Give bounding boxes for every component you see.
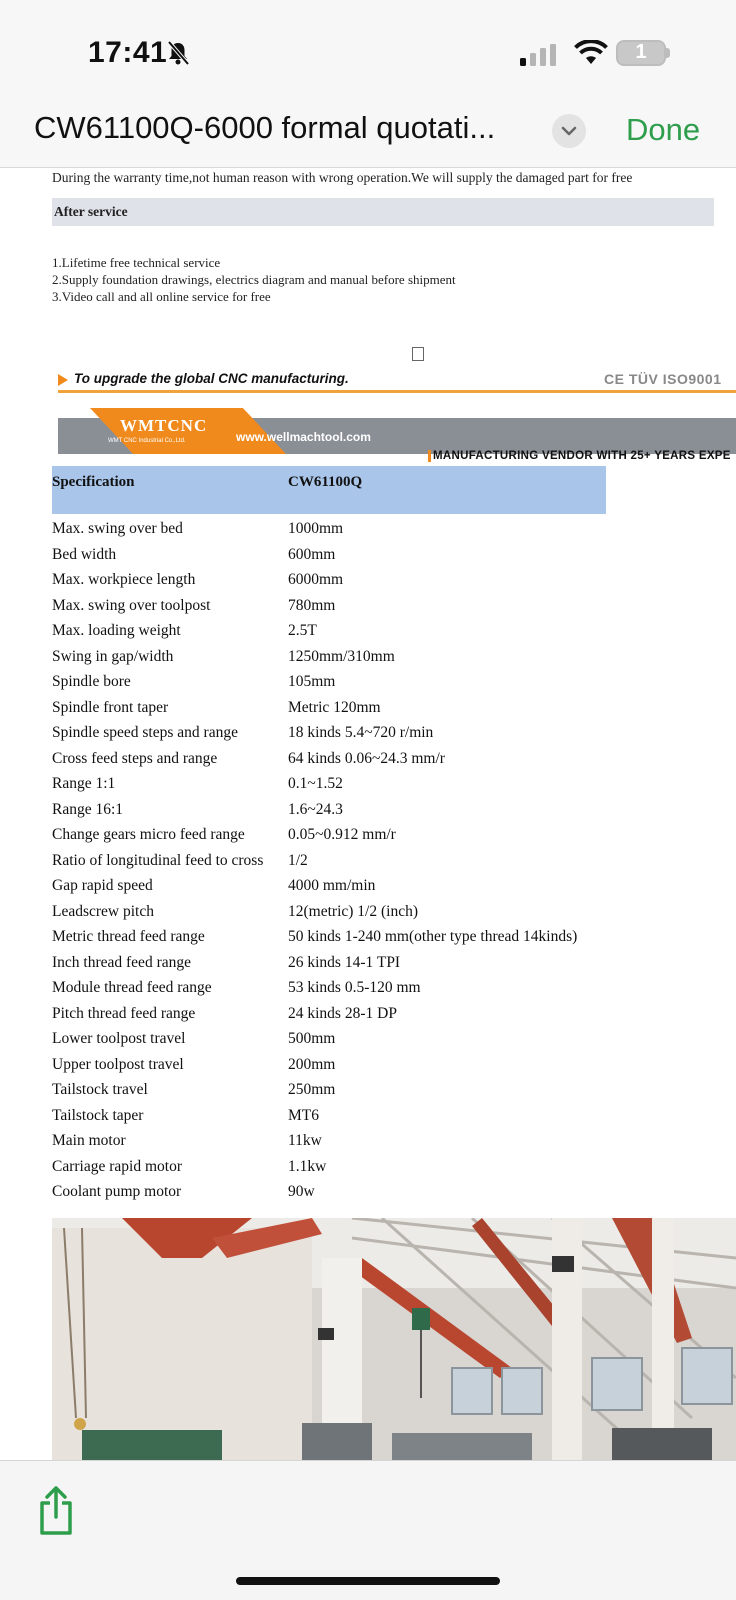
spec-name: Max. loading weight xyxy=(52,622,181,639)
spec-name: Main motor xyxy=(52,1132,126,1149)
table-row xyxy=(52,850,736,876)
table-row xyxy=(52,1028,736,1054)
chevron-down-icon xyxy=(561,125,577,137)
spec-name: Cross feed steps and range xyxy=(52,749,218,767)
cellular-signal-icon xyxy=(520,44,556,66)
spec-value: Metric 120mm xyxy=(288,698,381,716)
spec-value: 600mm xyxy=(288,545,336,563)
table-row xyxy=(52,824,736,850)
status-time: 17:41 xyxy=(88,36,168,69)
company-website: www.wellmachtool.com xyxy=(236,430,371,444)
spec-value: 2.5T xyxy=(288,622,317,639)
document-title[interactable]: CW61100Q-6000 formal quotati... xyxy=(34,110,496,145)
spec-value: 12(metric) 1/2 (inch) xyxy=(288,902,418,920)
spec-value: 90w xyxy=(288,1183,315,1200)
table-row xyxy=(52,875,736,901)
table-row xyxy=(52,748,736,774)
spec-value: 200mm xyxy=(288,1055,336,1073)
spec-name: Max. swing over toolpost xyxy=(52,596,211,614)
vendor-tagline xyxy=(426,450,731,462)
spec-value: 780mm xyxy=(288,596,336,614)
spec-name: Ratio of longitudinal feed to cross xyxy=(52,851,264,869)
spec-value: 64 kinds 0.06~24.3 mm/r xyxy=(288,749,445,767)
spec-header-label: Specification xyxy=(52,474,135,490)
table-row xyxy=(52,722,736,748)
spec-value: 50 kinds 1-240 mm(other type thread 14kinds) xyxy=(288,928,578,945)
arrow-icon xyxy=(58,374,68,386)
spec-name: Max. workpiece length xyxy=(52,571,196,588)
spec-value: 26 kinds 14-1 TPI xyxy=(288,953,401,971)
table-row xyxy=(52,1130,736,1156)
spec-value: 105mm xyxy=(288,673,336,690)
bottom-toolbar xyxy=(0,1460,736,1600)
spec-value: 1.6~24.3 xyxy=(288,800,343,818)
table-row xyxy=(52,518,736,544)
list-item: 3.Video call and all online service for free xyxy=(52,289,271,304)
table-row xyxy=(52,1054,736,1080)
vendor-tagline-text: MANUFACTURING VENDOR WITH 25+ YEARS EXPE xyxy=(433,450,731,462)
table-row xyxy=(52,646,736,672)
spec-header-model: CW61100Q xyxy=(288,474,363,490)
spec-name: Bed width xyxy=(52,545,117,563)
company-logo-subtext: WMT CNC Industrial Co.,Ltd. xyxy=(108,438,186,444)
battery-count: 1 xyxy=(635,41,647,63)
status-bar xyxy=(0,0,736,100)
spec-name: Spindle speed steps and range xyxy=(52,724,238,741)
after-service-heading-bar xyxy=(52,198,714,226)
spec-name: Coolant pump motor xyxy=(52,1183,182,1200)
table-row xyxy=(52,697,736,723)
table-row xyxy=(52,799,736,825)
table-row xyxy=(52,544,736,570)
table-row xyxy=(52,901,736,927)
image-placeholder-icon xyxy=(412,347,424,361)
certification-marks: CE TÜV ISO9001 xyxy=(604,371,722,387)
spec-name: Upper toolpost travel xyxy=(52,1055,184,1073)
factory-workshop-photo xyxy=(52,1218,736,1460)
table-row xyxy=(52,1105,736,1131)
home-indicator[interactable] xyxy=(236,1577,500,1585)
spec-name: Leadscrew pitch xyxy=(52,902,154,920)
table-row xyxy=(52,926,736,952)
table-row xyxy=(52,1079,736,1105)
spec-value: 1.1kw xyxy=(288,1157,327,1175)
spec-name: Change gears micro feed range xyxy=(52,826,245,843)
title-menu-button[interactable] xyxy=(552,114,586,148)
spec-name: Module thread feed range xyxy=(52,979,212,996)
list-item: 1.Lifetime free technical service xyxy=(52,255,221,270)
banner-slogan: To upgrade the global CNC manufacturing. xyxy=(74,371,349,386)
spec-value: 6000mm xyxy=(288,571,344,588)
spec-name: Carriage rapid motor xyxy=(52,1157,182,1175)
table-row xyxy=(52,977,736,1003)
spec-name: Tailstock taper xyxy=(52,1106,144,1124)
spec-name: Range 16:1 xyxy=(52,800,124,818)
spec-value: 1/2 xyxy=(288,851,308,869)
spec-name: Metric thread feed range xyxy=(52,928,205,945)
table-row xyxy=(52,1003,736,1029)
spec-value: MT6 xyxy=(288,1106,319,1124)
table-row xyxy=(52,952,736,978)
spec-value: 11kw xyxy=(288,1132,322,1149)
table-row xyxy=(52,671,736,697)
table-row xyxy=(52,569,736,595)
spec-value: 53 kinds 0.5-120 mm xyxy=(288,979,421,996)
spec-name: Gap rapid speed xyxy=(52,877,153,894)
wifi-icon xyxy=(574,40,608,66)
table-row xyxy=(52,773,736,799)
table-row xyxy=(52,1156,736,1182)
spec-name: Lower toolpost travel xyxy=(52,1030,186,1047)
spec-name: Pitch thread feed range xyxy=(52,1004,196,1022)
spec-name: Spindle front taper xyxy=(52,698,169,716)
done-button[interactable]: Done xyxy=(626,112,701,147)
spec-name: Tailstock travel xyxy=(52,1081,148,1098)
spec-name: Swing in gap/width xyxy=(52,647,174,665)
spec-value: 24 kinds 28-1 DP xyxy=(288,1004,397,1022)
warranty-text: During the warranty time,not human reason with wrong operation.We will supply the damaged part for free xyxy=(52,170,633,185)
spec-value: 1000mm xyxy=(288,520,344,537)
after-service-list xyxy=(52,254,456,305)
bell-slash-icon xyxy=(166,40,190,66)
spec-value: 1250mm/310mm xyxy=(288,647,395,665)
spec-name: Range 1:1 xyxy=(52,775,116,792)
table-row xyxy=(52,620,736,646)
company-logo: WMTCNC xyxy=(120,416,208,435)
spec-table xyxy=(52,518,736,1207)
document-nav-bar xyxy=(0,100,736,168)
spec-value: 250mm xyxy=(288,1081,336,1098)
spec-value: 500mm xyxy=(288,1030,336,1047)
spec-table-header xyxy=(52,466,606,514)
spec-name: Spindle bore xyxy=(52,673,131,690)
table-row xyxy=(52,595,736,621)
after-service-heading: After service xyxy=(54,204,128,219)
spec-value: 0.1~1.52 xyxy=(288,775,343,792)
document-viewer[interactable] xyxy=(0,168,736,1460)
spec-value: 18 kinds 5.4~720 r/min xyxy=(288,724,434,741)
table-row xyxy=(52,1181,736,1207)
spec-name: Inch thread feed range xyxy=(52,953,191,971)
list-item: 2.Supply foundation drawings, electrics diagram and manual before shipment xyxy=(52,272,456,287)
spec-name: Max. swing over bed xyxy=(52,520,183,537)
spec-value: 0.05~0.912 mm/r xyxy=(288,826,396,843)
banner-divider xyxy=(58,390,736,393)
spec-value: 4000 mm/min xyxy=(288,877,376,894)
share-icon[interactable] xyxy=(36,1485,76,1537)
battery-tip xyxy=(666,48,670,58)
